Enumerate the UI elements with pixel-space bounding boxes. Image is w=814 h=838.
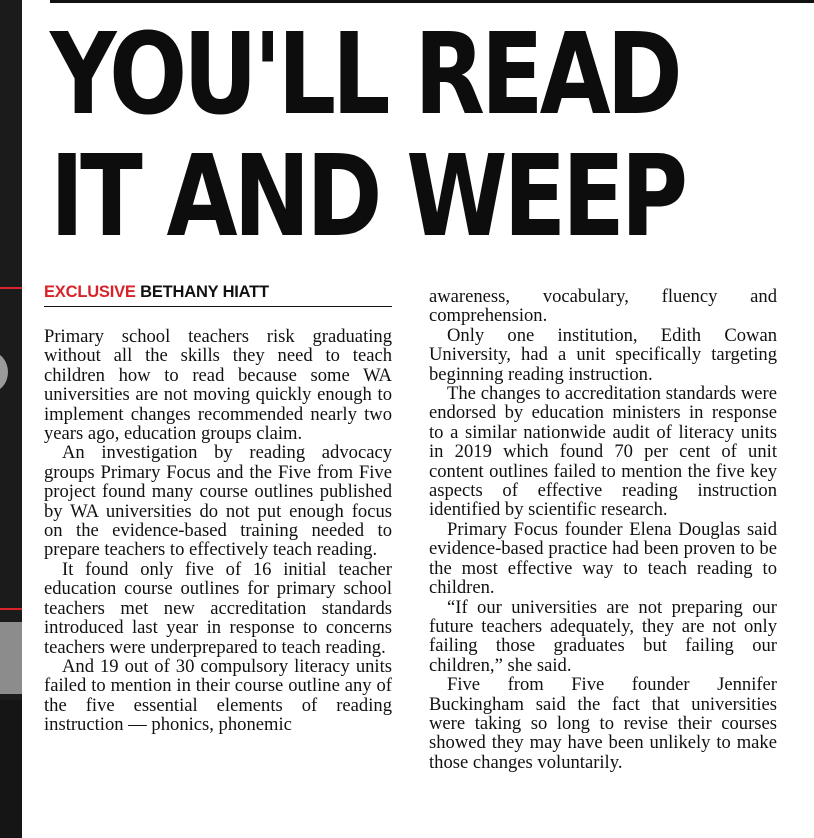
gutter-dark-block xyxy=(0,700,22,838)
article-column-left xyxy=(44,282,392,735)
paragraph: Primary school teachers risk graduating without all the skills they need to teach children how to read because some WA universities are not moving quickly enough to implement changes recommended nearly two years ago, education groups claim. xyxy=(44,326,392,445)
paragraph: The changes to accreditation standards were endorsed by education ministers in response to a similar nationwide audit of literacy units in 2019 which found 70 per cent of unit content outlines failed to mention the five key aspects of effective reading instruction identified by scientific research. xyxy=(429,383,777,521)
paragraph: “If our universities are not preparing our future teachers adequately, they are not only failing those graduates but failing our children,” she said. xyxy=(429,596,777,676)
gutter-red-mark xyxy=(0,287,22,289)
paragraph: An investigation by reading advocacy groups Primary Focus and the Five from Five project found many course outlines published by WA universities do not put enough focus on the evidence-based training needed to prepare teachers to effectively teach reading. xyxy=(44,442,392,561)
top-rule xyxy=(50,0,814,3)
paragraph: Primary Focus founder Elena Douglas said evidence-based practice had been proven to be the most effective way to teach reading to children. xyxy=(429,518,777,599)
paragraph: It found only five of 16 initial teacher education course outlines for primary school teachers met new accreditation standards introduced last year in response to concerns teachers were underprepared to teach reading. xyxy=(44,558,392,658)
byline xyxy=(44,282,392,307)
adjacent-page-gutter xyxy=(0,0,22,838)
headline xyxy=(50,10,684,262)
gutter-red-mark xyxy=(0,608,22,610)
paragraph: Only one institution, Edith Cowan University, had a unit specifically targeting beginning reading instruction. xyxy=(429,324,777,385)
author-name: BETHANY HIATT xyxy=(140,283,269,301)
headline-line-1: YOU'LL READ xyxy=(50,10,679,140)
paragraph: And 19 out of 30 compulsory literacy units failed to mention in their course outline any of the five essential elements of reading instruction — phonics, phonemic xyxy=(44,655,392,736)
gutter-grey-block xyxy=(0,622,22,694)
gutter-round-shape xyxy=(0,352,8,392)
exclusive-tag: EXCLUSIVE xyxy=(44,283,136,301)
paragraph: Five from Five founder Jennifer Buckingham said the fact that universities were taking so long to revise their courses showed they may have been unlikely to make those changes voluntarily. xyxy=(429,674,777,773)
article-column-right xyxy=(429,287,777,772)
paragraph: awareness, vocabulary, fluency and comprehension. xyxy=(429,286,777,327)
headline-line-2: IT AND WEEP xyxy=(50,132,684,262)
